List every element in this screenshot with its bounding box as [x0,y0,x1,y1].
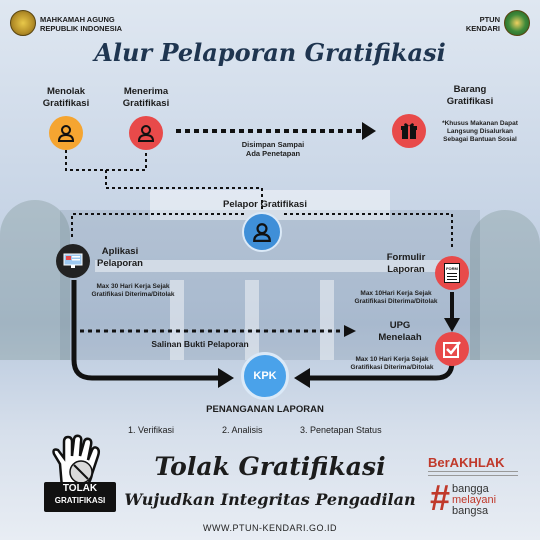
disimpan-line1: Disimpan Sampai [241,140,305,149]
form-line [447,276,457,277]
person-icon [57,124,75,142]
barang-note-line2: Langsung Disalurkan [446,128,514,135]
slogan-main: Tolak Gratifikasi [154,452,386,481]
step-verifikasi: 1. Verifikasi [128,425,175,435]
upg-line1: UPG [389,320,411,331]
barang-note-line3: Sebagai Bantuan Sosial [443,136,517,143]
penanganan-label: PENANGANAN LAPORAN [206,404,324,415]
upg-note [344,356,440,372]
formulir-note-line2: Gratifikasi Diterima/Ditolak [354,298,438,305]
kpk-label: KPK [253,370,277,382]
kpk-node [241,352,289,400]
barang-label [440,84,500,108]
menerima-line1: Menerima [123,86,169,97]
berakhlak-logo: BerAKHLAK [428,455,505,470]
person-icon [137,124,155,142]
aplikasi-label [92,246,148,270]
formulir-node [435,256,469,290]
header-right-line2: KENDARI [465,24,500,33]
aplikasi-note-line2: Gratifikasi Diterima/Ditolak [91,291,175,298]
connector-menolak-menerima [66,150,146,170]
arrowhead-upg-left [344,325,356,337]
arrowhead-barang [362,122,376,140]
disimpan-note [228,140,318,158]
person-icon [252,222,272,242]
connector-pelapor-aplikasi [72,214,244,240]
barang-node [392,114,426,148]
barang-line2: Gratifikasi [446,96,494,107]
upg-line2: Menelaah [378,332,422,343]
salinan-label: Salinan Bukti Pelaporan [151,339,249,349]
badge-line2: GRATIFIKASI [54,496,106,505]
menolak-line1: Menolak [46,86,85,97]
form-document-icon [444,263,460,283]
hashtag-icon: # [430,477,451,518]
disimpan-line2: Ada Penetapan [245,149,301,158]
gift-icon [399,121,419,141]
upg-label [376,320,424,344]
slogan-sub: Wujudkan Integritas Pengadilan [124,490,416,509]
berakhlak-tagline-lines [428,471,518,476]
form-line [447,279,457,280]
monitor-icon [63,253,83,269]
header-left-line2: REPUBLIK INDONESIA [40,24,123,33]
barang-note [430,120,530,144]
menerima-label [118,86,174,110]
bangga-line2: melayani [452,494,497,506]
form-line [447,273,457,274]
pelapor-node [242,212,282,252]
upg-note-line1: Max 10 Hari Kerja Sejak [355,356,429,363]
menolak-node [49,116,83,150]
header-right-line1: PTUN [479,15,500,24]
bangga-melayani-bangsa [452,484,496,517]
aplikasi-note-line1: Max 30 Hari Kerja Sejak [96,283,170,290]
aplikasi-line1: Aplikasi [101,246,139,257]
arrowhead-kpk-left [218,368,234,388]
footer-website[interactable]: WWW.PTUN-KENDARI.GO.ID [203,523,337,533]
arrowhead-kpk-right [294,368,310,388]
menerima-line2: Gratifikasi [122,98,170,109]
page-title: Alur Pelaporan Gratifikasi [94,38,446,67]
header-left-line1: MAHKAMAH AGUNG [40,15,115,24]
aplikasi-node [56,244,90,278]
upg-node [435,332,469,366]
bangga-line1: bangga [452,483,489,495]
menerima-node [129,116,163,150]
aplikasi-line2: Pelaporan [97,258,143,269]
formulir-line2: Laporan [387,264,425,275]
step-analisis: 2. Analisis [222,425,263,435]
step-penetapan: 3. Penetapan Status [300,425,382,435]
formulir-label [378,252,434,276]
checkbox-icon [442,339,462,359]
connector-pelapor-formulir [284,214,452,248]
formulir-line1: Formulir [386,252,426,263]
barang-note-line1: *Khusus Makanan Dapat [442,120,518,127]
arrowhead-upg [444,318,460,332]
menolak-label [40,86,92,110]
formulir-note-line1: Max 10Hari Kerja Sejak [360,290,432,297]
badge-line1: TOLAK [62,483,98,494]
formulir-note [344,290,448,306]
form-doc-label: FORM [446,266,458,271]
barang-line1: Barang [453,84,487,95]
menolak-line2: Gratifikasi [42,98,90,109]
pelapor-label: Pelapor Gratifikasi [223,199,307,210]
bangga-line3: bangsa [452,505,489,517]
upg-note-line2: Gratifikasi Diterima/Ditolak [350,364,434,371]
aplikasi-note [78,283,188,299]
